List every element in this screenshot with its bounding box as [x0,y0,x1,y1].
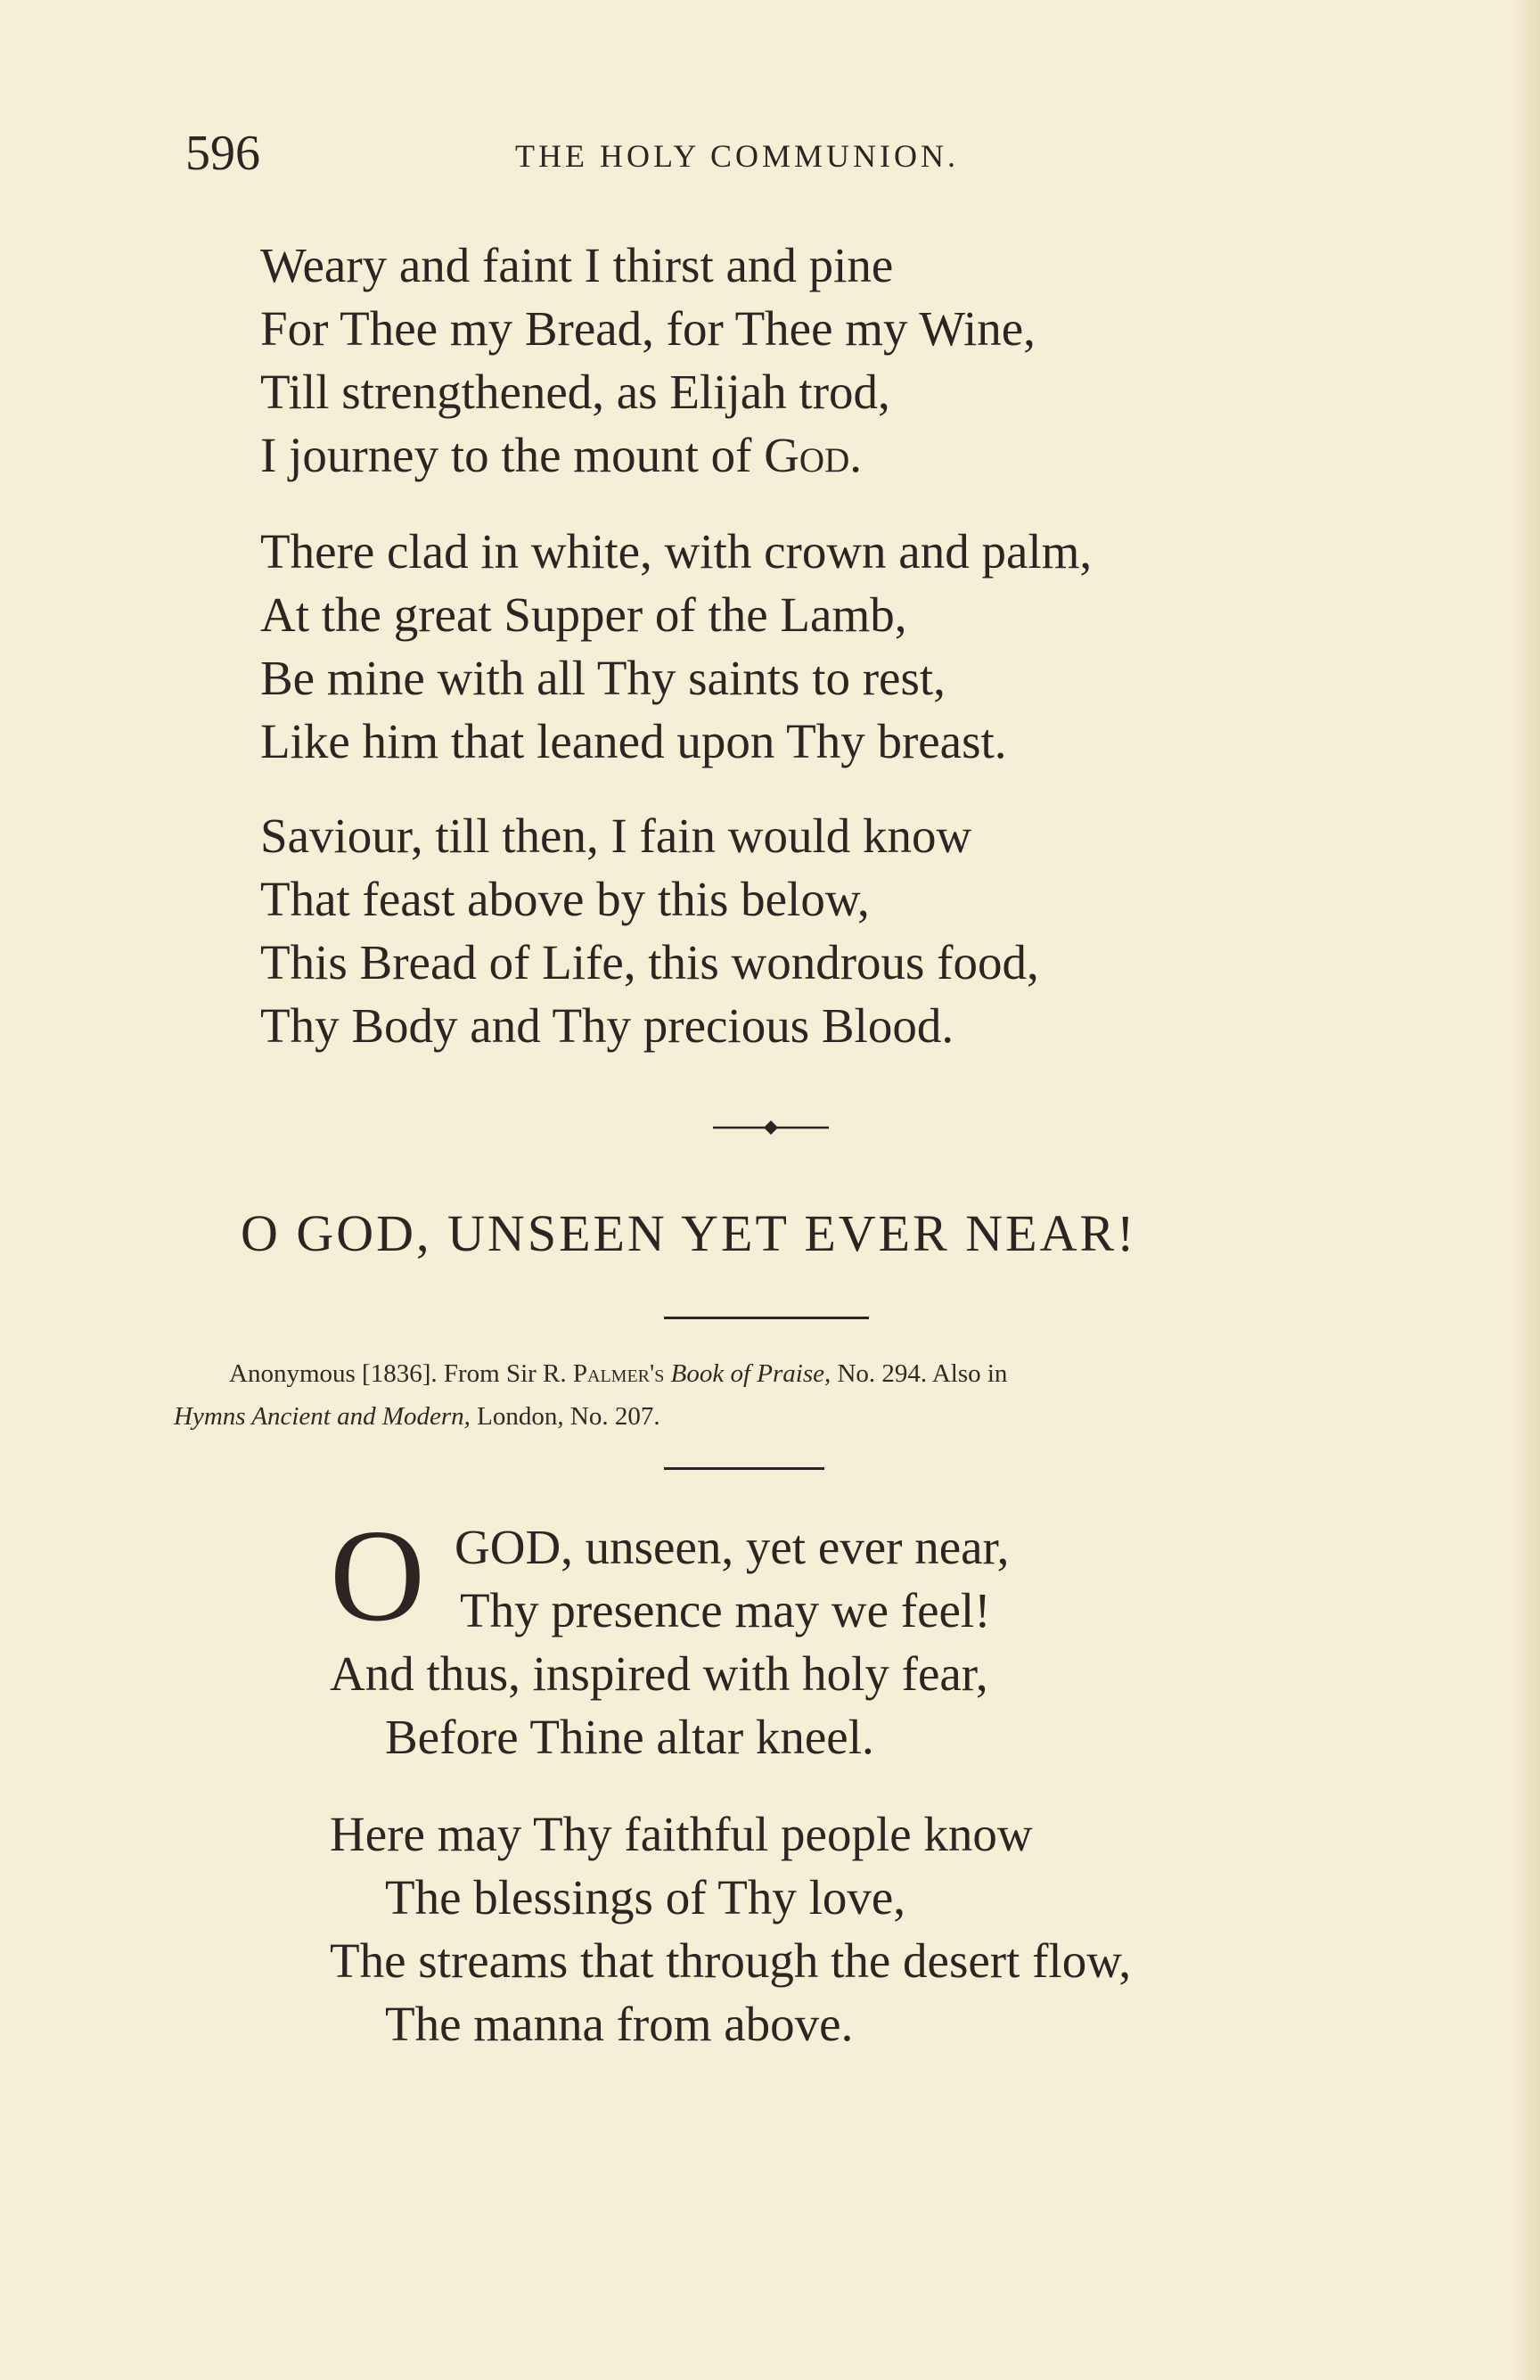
attribution-text: No. 294. Also in [831,1359,1008,1388]
verse-line: Till strengthened, as Elijah trod, [260,365,890,419]
small-caps-god: God. [764,428,862,482]
verse-line: Here may Thy faithful people know [330,1807,1033,1861]
verse-line: Be mine with all Thy saints to rest, [260,651,946,705]
attribution-line-1 [174,1352,1368,1395]
ornament-divider [713,1114,829,1141]
verse-line: The streams that through the desert flow, [330,1933,1132,1988]
attribution-book: Book of Praise, [670,1359,831,1388]
running-head [185,125,1077,181]
title-rule-top [664,1317,869,1319]
verse-line: Thy Body and Thy precious Blood. [260,998,954,1053]
verse-line: Thy presence may we feel! [460,1583,991,1637]
verse-line: For Thee my Bread, for Thee my Wine, [260,301,1036,356]
verse-line: And thus, inspired with holy fear, [330,1646,988,1701]
verse-line: The manna from above. [385,1997,854,2051]
hymn-stanza-1 [330,1503,1355,1769]
verse-line: Before Thine altar kneel. [385,1710,874,1764]
verse-line: This Bread of Life, this wondrous food, [260,935,1039,989]
title-rule-bottom [664,1467,824,1470]
verse-line: At the great Supper of the Lamb, [260,587,907,642]
poem1-stanza-1 [260,234,1312,487]
verse-line: Saviour, till then, I fain would know [260,808,972,863]
poem1-stanza-2 [260,520,1312,773]
attribution-book: Hymns Ancient and Modern, [174,1402,471,1431]
attribution-text: London, No. 207. [470,1402,660,1431]
hymn-attribution [174,1352,1368,1438]
verse-line: There clad in white, with crown and palm, [260,524,1093,579]
verse-line [260,423,1312,487]
verse-line: Like him that leaned upon Thy breast. [260,714,1007,768]
attribution-author: Palmer's [572,1359,665,1388]
hymn-title: O GOD, UNSEEN YET EVER NEAR! [241,1204,1137,1262]
page-number: 596 [185,126,260,181]
hymn-stanza-2 [330,1802,1355,2056]
verse-line: GOD, unseen, yet ever near, [455,1520,1010,1574]
drop-cap: O [330,1503,425,1649]
verse-text: I journey to the mount of [260,428,765,482]
verse-line: The blessings of Thy love, [385,1870,906,1925]
running-title: THE HOLY COMMUNION. [515,138,960,174]
verse-line: That feast above by this below, [260,872,870,926]
attribution-text: Anonymous [1836]. From Sir R. [229,1359,573,1388]
poem1-stanza-3 [260,804,1312,1057]
verse-line: Weary and faint I thirst and pine [260,238,894,292]
page-edge-shadow [1513,0,1540,2380]
hymn-body [330,1503,1355,2089]
attribution-line-2 [174,1395,1368,1438]
